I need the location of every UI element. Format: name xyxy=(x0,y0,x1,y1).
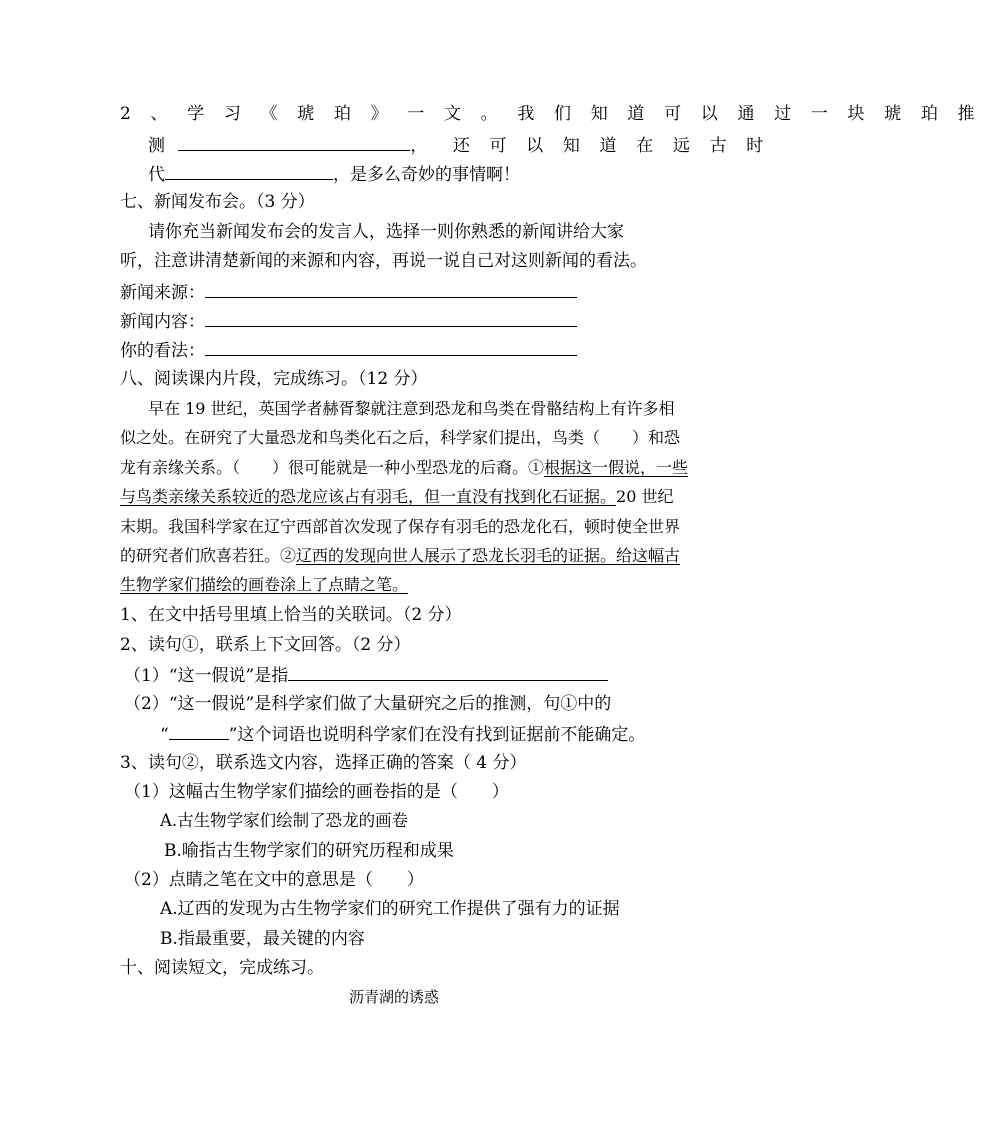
q2-blank-2[interactable] xyxy=(165,162,333,180)
q2-line3: 代 ，是多么奇妙的事情啊！ xyxy=(148,162,520,184)
sec7-para-line2: 听，注意讲清楚新闻的来源和内容，再说一说自己对这则新闻的看法。 xyxy=(120,251,647,271)
news-opinion-blank[interactable] xyxy=(205,338,577,356)
passage-line2: 似之处。在研究了大量恐龙和鸟类化石之后，科学家们提出，鸟类（ ）和恐 xyxy=(120,428,681,447)
sec8-q2-3: “ ”这个词语也说明科学家们在没有找到证据前不能确定。 xyxy=(160,722,645,744)
news-content-blank[interactable] xyxy=(205,309,577,327)
hypothesis-blank[interactable] xyxy=(288,663,608,681)
passage-line3: 龙有亲缘关系。（ ）很可能就是一种小型恐龙的后裔。①根据这一假说，一些 xyxy=(120,458,689,477)
q2-blank-1[interactable] xyxy=(178,133,410,151)
passage-line4: 与鸟类亲缘关系较近的恐龙应该占有羽毛，但一直没有找到化石证据。20 世纪 xyxy=(120,487,674,506)
sec8-q3-1: （1）这幅古生物学家们描绘的画卷指的是（ ） xyxy=(124,782,509,802)
passage-line1: 早在 19 世纪，英国学者赫胥黎就注意到恐龙和鸟类在骨骼结构上有许多相 xyxy=(148,399,675,418)
passage-line5: 末期。我国科学家在辽宁西部首次发现了保存有羽毛的恐龙化石，顿时使全世界 xyxy=(120,517,681,536)
news-source-row: 新闻来源： xyxy=(120,280,577,302)
option-q3-1-a[interactable]: A.古生物学家们绘制了恐龙的画卷 xyxy=(160,811,409,830)
q2-line2: 测 ， 还 可 以 知 道 在 远 古 时 xyxy=(148,133,672,155)
option-q3-1-b[interactable]: B.喻指古生物学家们的研究历程和成果 xyxy=(164,841,454,861)
word-blank[interactable] xyxy=(169,722,229,740)
option-q3-2-b[interactable]: B.指最重要，最关键的内容 xyxy=(160,929,365,949)
sec7-para-line1: 请你充当新闻发布会的发言人，选择一则你熟悉的新闻讲给大家 xyxy=(148,222,624,242)
sec8-heading: 八、阅读课内片段，完成练习。（12 分） xyxy=(120,369,428,389)
news-source-blank[interactable] xyxy=(205,280,577,298)
sec8-q1: 1、在文中括号里填上恰当的关联词。（2 分） xyxy=(120,605,462,625)
article-title: 沥青湖的诱惑 xyxy=(349,988,440,1006)
news-content-row: 新闻内容： xyxy=(120,309,577,331)
sec8-q3: 3、读句②，联系选文内容，选择正确的答案（ 4 分） xyxy=(120,753,527,773)
q2-line1: 2 、 学 习 《 琥 珀 》 一 文 。 我 们 知 道 可 以 通 过 一 块 琥 珀 推 xyxy=(120,104,982,124)
sec8-q3-2: （2）点睛之笔在文中的意思是（ ） xyxy=(124,870,424,890)
sec8-q2-2: （2）“这一假说”是科学家们做了大量研究之后的推测，句①中的 xyxy=(124,694,612,714)
sec7-heading: 七、新闻发布会。（3 分） xyxy=(120,192,315,212)
sec10-heading: 十、阅读短文，完成练习。 xyxy=(120,958,324,978)
option-q3-2-a[interactable]: A.辽西的发现为古生物学家们的研究工作提供了强有力的证据 xyxy=(160,899,620,919)
passage-line7: 生物学家们描绘的画卷涂上了点睛之笔。 xyxy=(120,575,409,594)
sec8-q2-1: （1）“这一假说”是指 xyxy=(124,663,608,685)
news-opinion-row: 你的看法： xyxy=(120,338,577,360)
sec8-q2: 2、读句①，联系上下文回答。（2 分） xyxy=(120,635,411,655)
passage-line6: 的研究者们欣喜若狂。②辽西的发现向世人展示了恐龙长羽毛的证据。给这幅古 xyxy=(120,546,681,565)
